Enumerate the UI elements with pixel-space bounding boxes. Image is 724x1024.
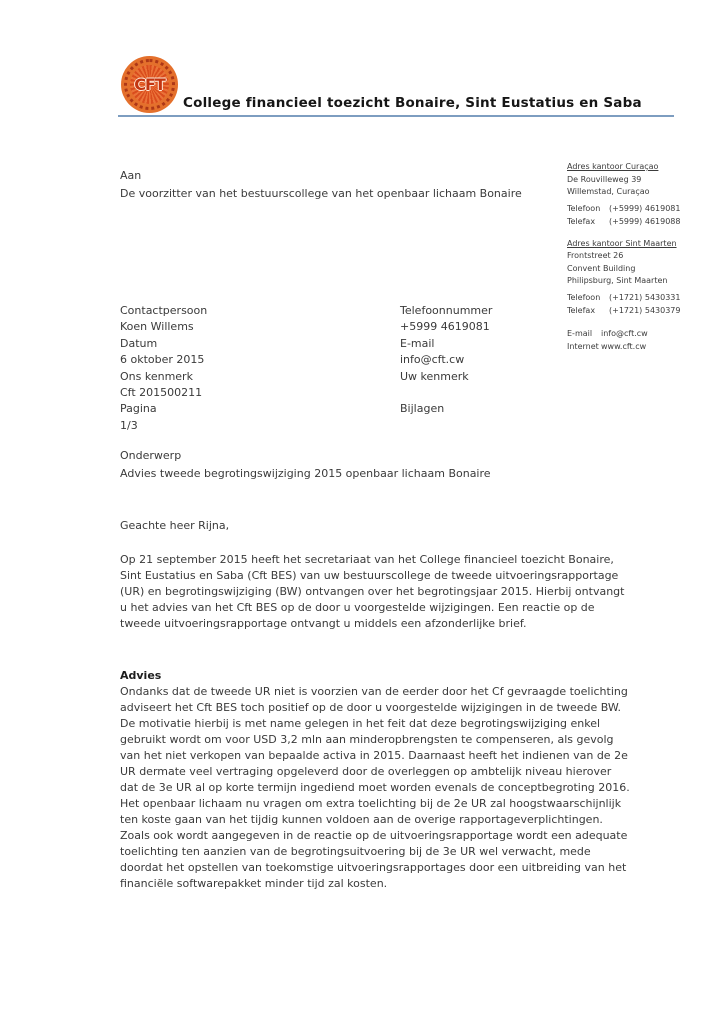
address-line: Willemstad, Curaçao xyxy=(567,187,650,196)
meta-label: Uw kenmerk xyxy=(400,369,469,383)
office-heading-sint-maarten: Adres kantoor Sint Maarten xyxy=(567,238,677,248)
cft-logo-icon xyxy=(121,56,178,113)
address-line: Philipsburg, Sint Maarten xyxy=(567,276,668,285)
advies-section xyxy=(120,668,632,892)
meta-column-left xyxy=(120,303,400,434)
meta-value: +5999 4619081 xyxy=(400,320,490,334)
phone-label: Telefax xyxy=(567,306,596,315)
subject-value: Advies tweede begrotingswijziging 2015 openbaar lichaam Bonaire xyxy=(120,467,491,480)
meta-label: Bijlagen xyxy=(400,402,445,416)
meta-value xyxy=(400,385,625,401)
meta-value: info@cft.cw xyxy=(400,353,465,367)
email-value: info@cft.cw xyxy=(601,328,648,338)
phone-label: Telefoon xyxy=(567,292,601,302)
phone-row xyxy=(567,291,719,305)
meta-value: Koen Willems xyxy=(120,320,194,334)
recipient-line: De voorzitter van het bestuurscollege van het openbaar lichaam Bonaire xyxy=(120,187,522,200)
phone-value: (+1721) 5430379 xyxy=(609,306,681,315)
phone-value: (+5999) 4619088 xyxy=(609,217,681,226)
address-line: De Rouvilleweg 39 xyxy=(567,174,642,184)
advies-paragraph: Ondanks dat de tweede UR niet is voorzien van de eerder door het Cf gevraagde toelichting adviseert het Cft BES toch positief op de door u voorgestelde wijzigingen in de tweede BW. De motivatie hierbij is met name gelegen in het feit dat deze begrotingswijziging enkel gebruikt wordt om voor USD 3,2 mln aan minderopbrengsten te compenseren, als gevolg van het niet verkopen van bepaalde activa in 2015. Daarnaast heeft het indienen van de 2e UR dermate veel vertraging opgeleverd door de overleggen op ambtelijk niveau hierover dat de 3e UR al op korte termijn ingediend moet worden evenals de conceptbegroting 2016. Het openbaar lichaam nu vragen om extra toelichting bij de 2e UR zal hoogstwaarschijnlijk ten koste gaan van het tijdig kunnen voldoen aan de overige rapportageverplichtingen. Zoals ook wordt aangegeven in de reactie op de uitvoeringsrapportage wordt een adequate toelichting ten aanzien van de begrotingsuitvoering bij de 3e UR wel verwacht, mede doordat het opstellen van toekomstige uitvoeringsrapportages door een uitbreiding van het financiële softwarepakket minder tijd zal kosten. xyxy=(120,685,630,890)
meta-label: Contactpersoon xyxy=(120,304,208,317)
body-paragraph: Op 21 september 2015 heeft het secretariaat van het College financieel toezicht Bonaire, Sint Eustatius en Saba (Cft BES) van uw bestuurscollege de tweede uitvoeringsrapportage (UR) en begrotingswijziging (BW) ontvangen over het begrotingsjaar 2015. Hierbij ontvangt u het advies van het Cft BES op de door u voorgestelde wijzigingen. Een reactie op de tweede uitvoeringsrapportage ontvangt u middels een afzonderlijke brief. xyxy=(120,553,625,630)
phone-row xyxy=(567,215,719,229)
meta-value: 6 oktober 2015 xyxy=(120,353,205,367)
subject-block xyxy=(120,447,491,483)
address-line: Frontstreet 26 xyxy=(567,251,624,260)
phone-label: Telefax xyxy=(567,217,596,226)
meta-block xyxy=(120,303,632,434)
meta-column-right xyxy=(400,303,625,434)
meta-label: Pagina xyxy=(120,402,157,416)
meta-label: Datum xyxy=(120,336,158,350)
letterhead-title: College financieel toezicht Bonaire, Sint Eustatius en Saba xyxy=(183,95,642,111)
recipient-block xyxy=(120,167,522,203)
email-label: E-mail xyxy=(567,328,593,338)
meta-label: E-mail xyxy=(400,336,435,350)
meta-value xyxy=(400,418,625,434)
cft-logo-text: CFT xyxy=(134,75,165,94)
meta-value: 1/3 xyxy=(120,418,138,432)
salutation: Geachte heer Rijna, xyxy=(120,519,230,532)
website-value: www.cft.cw xyxy=(601,342,647,351)
address-line: Convent Building xyxy=(567,263,636,273)
advies-heading: Advies xyxy=(120,669,162,682)
phone-value: (+1721) 5430331 xyxy=(609,292,681,302)
office-heading-curacao: Adres kantoor Curaçao xyxy=(567,162,659,171)
phone-value: (+5999) 4619081 xyxy=(609,203,681,213)
meta-label: Ons kenmerk xyxy=(120,369,193,383)
meta-label: Telefoonnummer xyxy=(400,304,493,317)
meta-value: Cft 201500211 xyxy=(120,386,203,400)
phone-row xyxy=(567,202,719,216)
recipient-label: Aan xyxy=(120,169,142,182)
subject-label: Onderwerp xyxy=(120,449,182,462)
website-label: Internet xyxy=(567,342,599,351)
letterhead-rule xyxy=(118,115,674,117)
phone-label: Telefoon xyxy=(567,203,601,213)
